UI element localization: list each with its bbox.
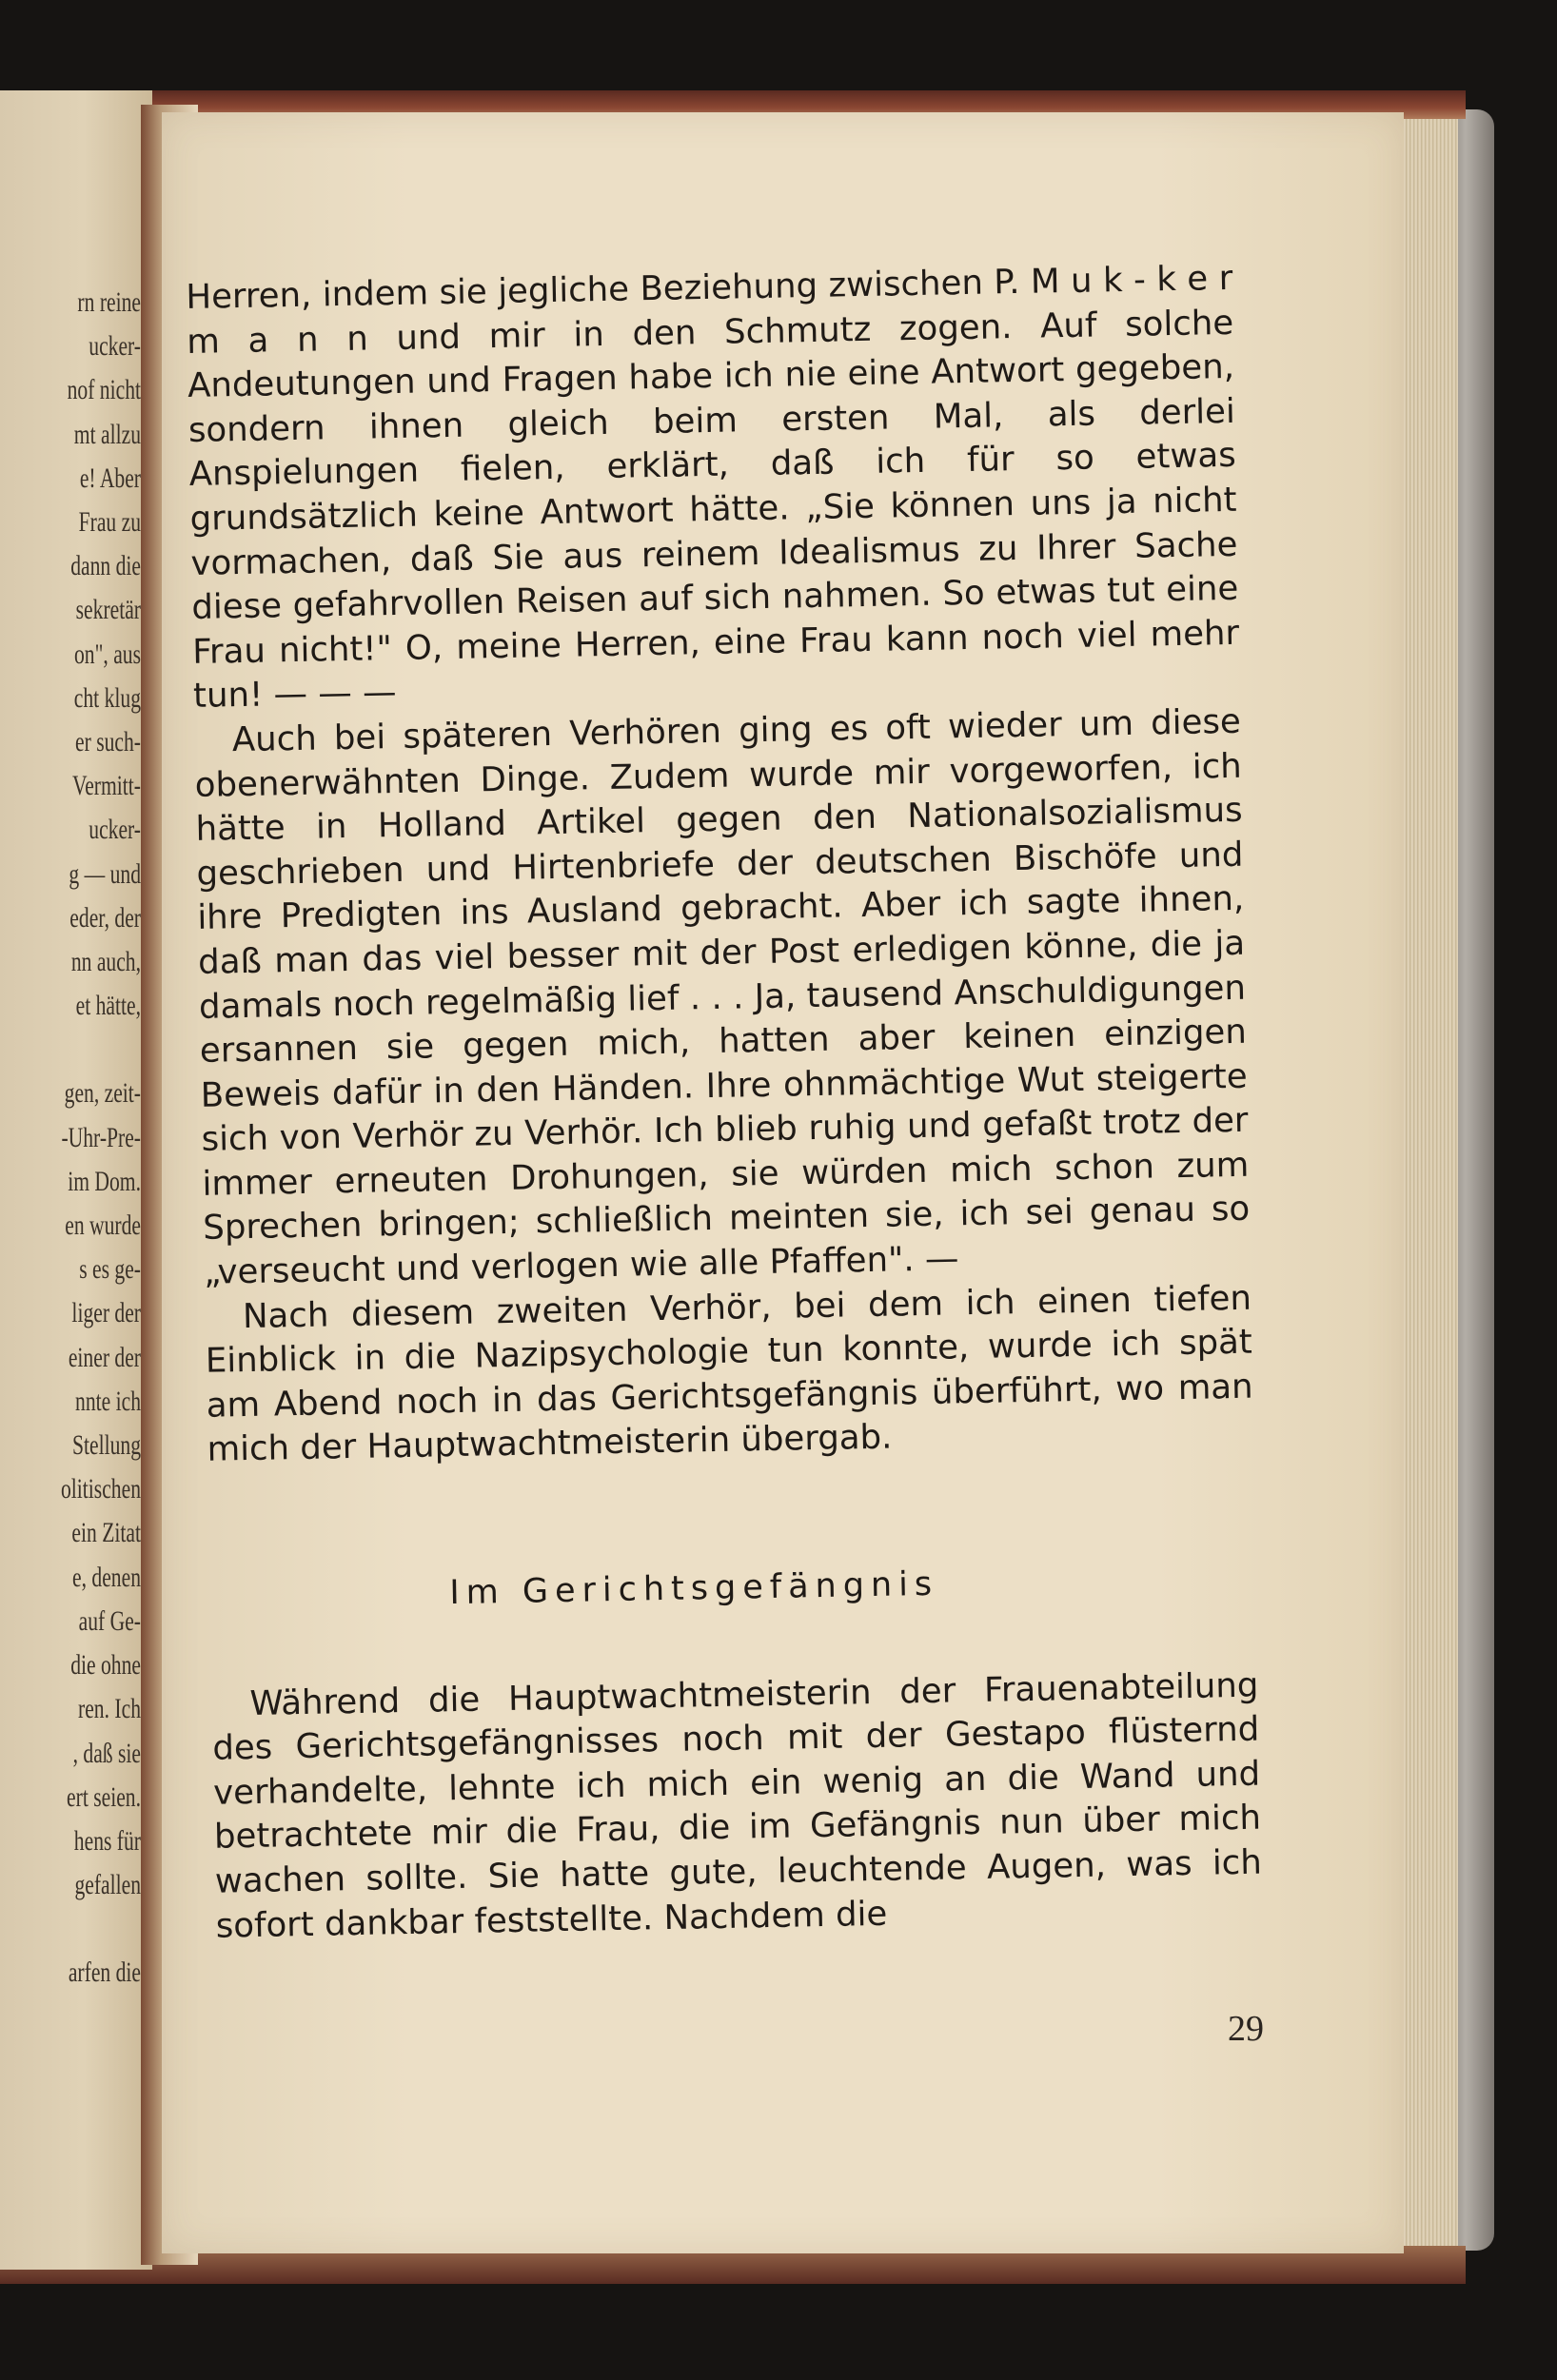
left-page-line: ucker- [89, 330, 141, 363]
left-page-line: et hätte, [75, 990, 141, 1022]
section-heading: Im Gerichtsgefängnis [449, 1564, 939, 1613]
left-page-line [39, 1028, 141, 1072]
left-page-line: mt allzu [73, 418, 141, 450]
left-page-line: er such- [75, 726, 141, 758]
left-page-line: Vermitt- [72, 770, 141, 802]
paragraph: Auch bei späteren Verhören ging es oft wieder um diese obenerwähnten Dinge. Zudem wurde mir vorgeworfen, ich hätte in Holland Artikel gegen den Nationalsozialismus geschrieben und Hirtenbriefe der deutschen Bischöfe und ihre Predigten ins Ausland gebracht. Aber ich sagte ihnen, daß man das viel besser mit der Post erledigen könne, die ja damals noch regelmäßig lief . . . Ja, tausend Anschuldigungen ersannen sie gegen mich, hatten aber keinen einzigen Beweis dafür in den Händen. Ihre ohnmächtige Wut steigerte sich von Verhör zu Verhör. Ich blieb ruhig und gefaßt trotz der immer erneuten Drohungen, sie würden mich schon zum Sprechen bringen; schließlich meinten sie, ich sei genau so „verseucht und verlogen wie alle Pfaffen". — [194, 701, 1251, 1292]
left-page-text-fragments [39, 281, 141, 1996]
left-page-line: ein Zitat [71, 1517, 141, 1549]
left-page-line: im Dom. [68, 1165, 141, 1197]
left-page-line: nn auch, [70, 946, 141, 978]
left-page-line: Frau zu [78, 506, 141, 539]
left-page-line: olitischen [61, 1473, 141, 1505]
left-page-line: s es ge- [79, 1253, 141, 1286]
left-page-line: -Uhr-Pre- [61, 1121, 141, 1153]
paragraph: Während die Hauptwachtmeisterin der Frauenabteilung des Gerichtsgefängnisses noch mit der Gestapo flüsternd verhandelte, lehnte ich mich ein wenig an die Wand und betrachtete mir die Frau, die im Gefängnis nun über mich wachen sollte. Sie hatte gute, leuchtende Augen, was ich sofort dankbar feststellte. Nachdem die [211, 1665, 1263, 1946]
left-page-line: hens für [73, 1824, 141, 1857]
left-page-line: Stellung [71, 1429, 141, 1462]
left-page-line: g — und [69, 857, 141, 890]
left-page-line: sekretär [75, 594, 141, 626]
left-page-line: eder, der [69, 901, 141, 934]
left-page-line: ert seien. [67, 1780, 141, 1813]
left-page-line: dann die [70, 550, 141, 582]
page-text [186, 257, 1263, 1949]
left-page [0, 90, 152, 2270]
left-page-line: e, denen [72, 1561, 141, 1593]
paragraph: Nach diesem zweiten Verhör, bei dem ich einen tiefen Einblick in die Nazipsychologie tun konnte, wurde ich spät am Abend noch in das Gerichtsgefängnis überführt, wo man mich der Hauptwachtmeisterin übergab. [205, 1278, 1253, 1470]
left-page-line: gefallen [74, 1869, 141, 1901]
left-page-line: ucker- [89, 814, 141, 846]
page-number: 29 [1228, 2009, 1264, 2049]
left-page-line: arfen die [68, 1957, 141, 1989]
left-page-line: gen, zeit- [64, 1077, 141, 1110]
left-page-line: nnte ich [75, 1385, 141, 1417]
left-page-line [39, 1907, 141, 1951]
left-page-line: on", aus [73, 638, 141, 670]
left-page-line: , daß sie [72, 1737, 141, 1769]
left-page-line: rn reine [77, 286, 141, 318]
left-page-line: einer der [68, 1341, 141, 1373]
left-page-line: e! Aber [79, 462, 141, 494]
left-page-line: die ohne [70, 1649, 141, 1682]
left-page-line: nof nicht [67, 374, 141, 406]
left-page-line: ren. Ich [78, 1693, 141, 1725]
left-page-line: cht klug [73, 681, 141, 714]
left-page-line: liger der [71, 1297, 141, 1329]
page-edges [1399, 114, 1458, 2246]
left-page-line: en wurde [65, 1210, 141, 1242]
left-page-line: auf Ge- [78, 1604, 141, 1637]
paragraph: Herren, indem sie jegliche Beziehung zwischen P. M u k - k e r m a n n und mir in den Schmutz zogen. Auf solche Andeutungen und Fragen habe ich nie eine Antwort gegeben, sondern ihnen gleich beim ersten Mal, als derlei Anspielungen fielen, erklärt, daß ich für so etwas grundsätzlich keine Antwort hätte. „Sie können uns ja nicht vormachen, daß Sie aus reinem Idealismus zu Ihrer Sache diese gefahrvollen Reisen auf sich nahmen. So etwas tut eine Frau nicht!" O, meine Herren, eine Frau kann noch viel mehr tun! — — — [186, 258, 1240, 717]
